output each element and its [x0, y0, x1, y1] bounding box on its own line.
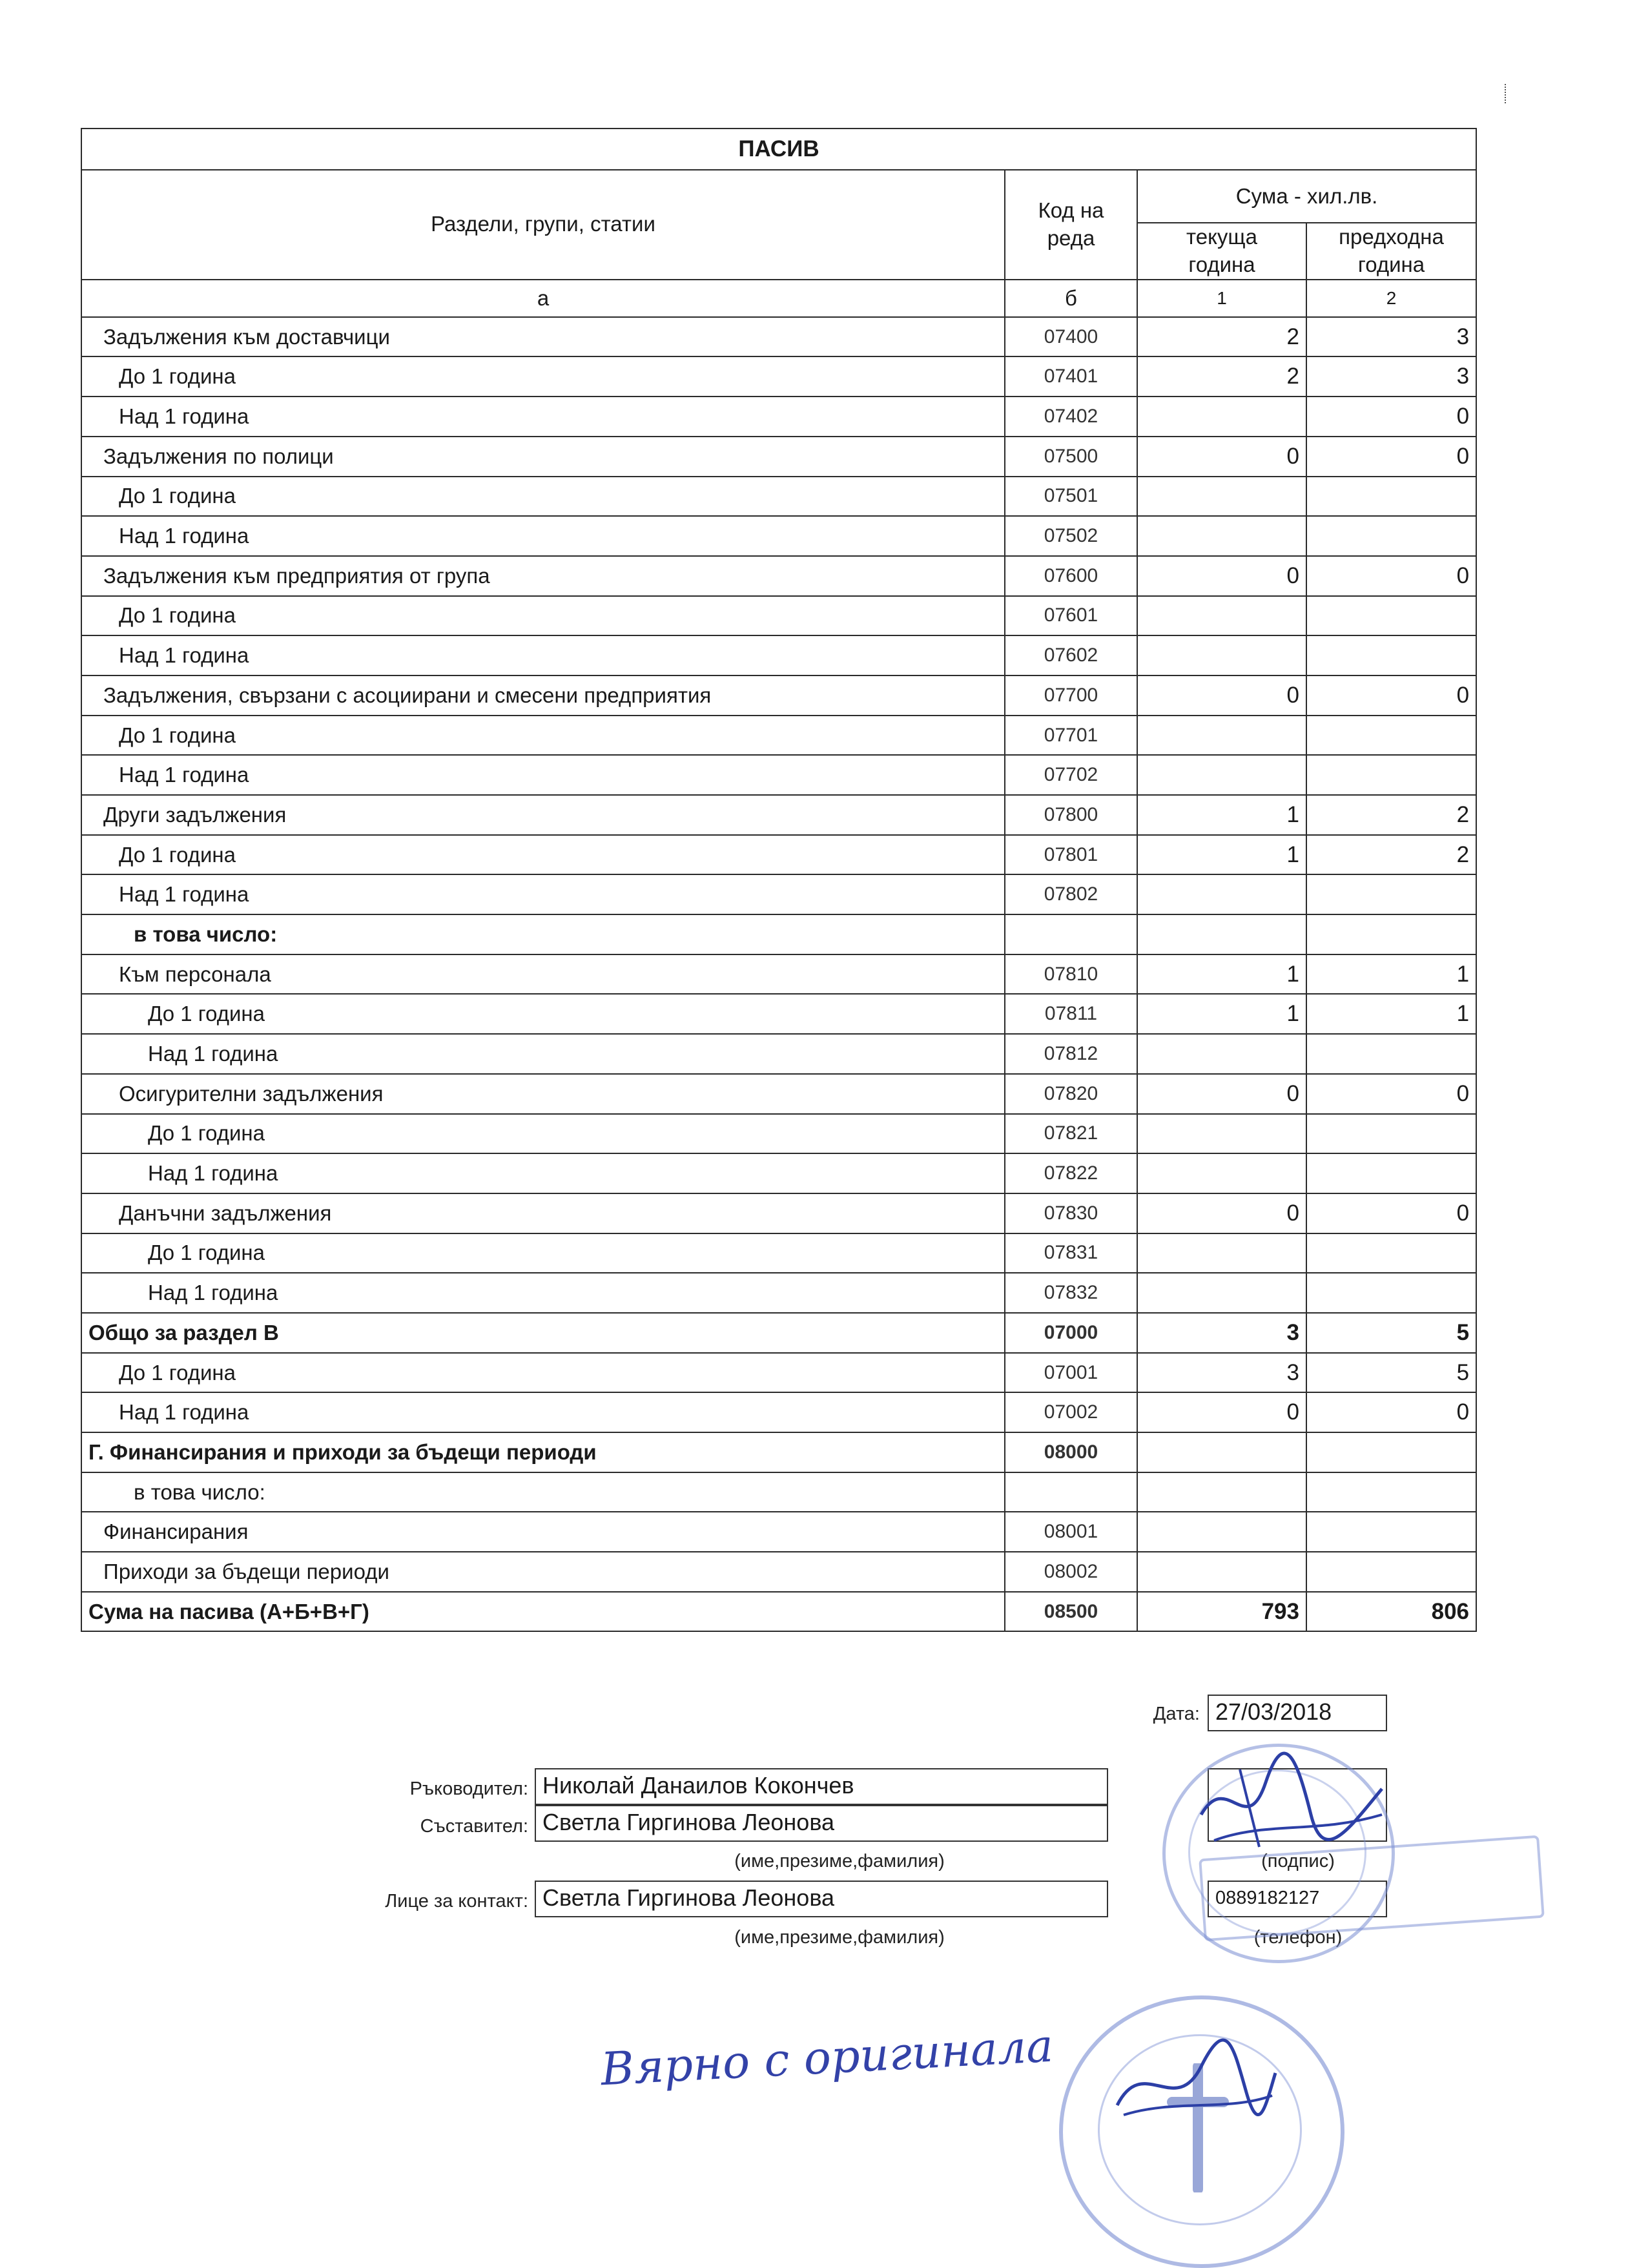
row-previous-value	[1306, 1512, 1476, 1552]
row-previous-value: 0	[1306, 1193, 1476, 1233]
row-previous-value	[1306, 635, 1476, 675]
row-label: До 1 година	[81, 994, 1005, 1034]
row-code: 07821	[1005, 1114, 1137, 1154]
row-current-value	[1137, 1034, 1306, 1074]
table-row	[81, 874, 1476, 914]
row-previous-value: 3	[1306, 317, 1476, 357]
row-current-value	[1137, 716, 1306, 756]
row-label: Г. Финансирания и приходи за бъдещи периоди	[81, 1432, 1005, 1472]
row-code: 07500	[1005, 437, 1137, 477]
row-code: 07801	[1005, 835, 1137, 875]
row-previous-value	[1306, 914, 1476, 954]
row-current-value	[1137, 1273, 1306, 1313]
table-row	[81, 1114, 1476, 1154]
row-code: 07820	[1005, 1074, 1137, 1114]
row-label: Общо за раздел В	[81, 1313, 1005, 1353]
row-current-value	[1137, 914, 1306, 954]
row-label: До 1 година	[81, 356, 1005, 397]
header-current-year: текуща година	[1137, 223, 1306, 280]
row-label: Сума на пасива (А+Б+В+Г)	[81, 1592, 1005, 1632]
row-current-value	[1137, 755, 1306, 795]
name-note: (име,презиме,фамилия)	[734, 1851, 945, 1871]
index-code: б	[1005, 280, 1137, 317]
signature-manager	[1188, 1744, 1395, 1853]
row-previous-value: 0	[1306, 675, 1476, 716]
row-previous-value	[1306, 1432, 1476, 1472]
row-previous-value	[1306, 755, 1476, 795]
row-previous-value: 806	[1306, 1592, 1476, 1632]
row-label: Осигурителни задължения	[81, 1074, 1005, 1114]
row-previous-value	[1306, 1273, 1476, 1313]
table-body	[81, 317, 1476, 1632]
row-current-value: 0	[1137, 437, 1306, 477]
row-code: 07502	[1005, 516, 1137, 556]
table-row	[81, 1313, 1476, 1353]
manager-label: Ръководител:	[409, 1778, 528, 1799]
row-label: Към персонала	[81, 954, 1005, 995]
row-current-value	[1137, 1552, 1306, 1592]
row-code: 07831	[1005, 1233, 1137, 1273]
row-label: Други задължения	[81, 795, 1005, 835]
table-row	[81, 755, 1476, 795]
row-current-value: 3	[1137, 1313, 1306, 1353]
signature-note: (подпис)	[1261, 1851, 1335, 1871]
row-code: 08001	[1005, 1512, 1137, 1552]
row-code: 07001	[1005, 1353, 1137, 1393]
row-label: Над 1 година	[81, 397, 1005, 437]
row-current-value	[1137, 874, 1306, 914]
table-row	[81, 1233, 1476, 1273]
table-row	[81, 1074, 1476, 1114]
table-row	[81, 556, 1476, 596]
table-row	[81, 1034, 1476, 1074]
row-label: Финансирания	[81, 1512, 1005, 1552]
row-previous-value: 5	[1306, 1353, 1476, 1393]
row-current-value: 0	[1137, 1392, 1306, 1432]
index-current: 1	[1137, 280, 1306, 317]
row-label: Над 1 година	[81, 1153, 1005, 1193]
row-code: 08500	[1005, 1592, 1137, 1632]
index-label: а	[81, 280, 1005, 317]
row-label: До 1 година	[81, 716, 1005, 756]
table-row	[81, 317, 1476, 357]
row-code: 07501	[1005, 477, 1137, 517]
name-note-2: (име,презиме,фамилия)	[734, 1927, 945, 1948]
row-code: 07800	[1005, 795, 1137, 835]
row-label: До 1 година	[81, 1233, 1005, 1273]
header-code: Код на реда	[1005, 170, 1137, 280]
row-previous-value	[1306, 596, 1476, 636]
table-row	[81, 716, 1476, 756]
row-label: Над 1 година	[81, 1273, 1005, 1313]
row-label: в това число:	[81, 914, 1005, 954]
row-code: 08002	[1005, 1552, 1137, 1592]
row-previous-value	[1306, 516, 1476, 556]
row-label: Над 1 година	[81, 755, 1005, 795]
table-row	[81, 596, 1476, 636]
row-current-value: 3	[1137, 1353, 1306, 1393]
table-row	[81, 437, 1476, 477]
table-row	[81, 835, 1476, 875]
row-current-value	[1137, 477, 1306, 517]
row-label: Задължения към доставчици	[81, 317, 1005, 357]
row-label: Задължения по полици	[81, 437, 1005, 477]
row-previous-value: 1	[1306, 994, 1476, 1034]
row-current-value: 1	[1137, 994, 1306, 1034]
row-previous-value	[1306, 874, 1476, 914]
table-row	[81, 1552, 1476, 1592]
row-code: 07832	[1005, 1273, 1137, 1313]
row-current-value	[1137, 516, 1306, 556]
row-previous-value: 2	[1306, 835, 1476, 875]
row-previous-value	[1306, 1153, 1476, 1193]
index-previous: 2	[1306, 280, 1476, 317]
row-label: в това число:	[81, 1472, 1005, 1512]
table-row	[81, 356, 1476, 397]
compiler-name-field: Светла Гиргинова Леонова	[535, 1805, 1108, 1842]
row-code: 07600	[1005, 556, 1137, 596]
row-current-value	[1137, 1233, 1306, 1273]
table-row	[81, 397, 1476, 437]
row-current-value: 0	[1137, 1074, 1306, 1114]
liabilities-table	[81, 128, 1477, 1632]
row-code: 08000	[1005, 1432, 1137, 1472]
table-row	[81, 1153, 1476, 1193]
row-current-value	[1137, 635, 1306, 675]
table-row	[81, 795, 1476, 835]
row-code: 07822	[1005, 1153, 1137, 1193]
row-current-value: 1	[1137, 795, 1306, 835]
table-row	[81, 954, 1476, 995]
row-label: Данъчни задължения	[81, 1193, 1005, 1233]
date-field: 27/03/2018	[1208, 1695, 1387, 1731]
row-current-value: 1	[1137, 835, 1306, 875]
row-previous-value: 1	[1306, 954, 1476, 995]
row-previous-value	[1306, 1472, 1476, 1512]
table-row	[81, 1472, 1476, 1512]
row-code: 07402	[1005, 397, 1137, 437]
row-code: 07830	[1005, 1193, 1137, 1233]
row-label: Задължения към предприятия от група	[81, 556, 1005, 596]
row-previous-value	[1306, 1552, 1476, 1592]
row-code: 07002	[1005, 1392, 1137, 1432]
row-label: До 1 година	[81, 477, 1005, 517]
row-current-value: 0	[1137, 1193, 1306, 1233]
row-code: 07802	[1005, 874, 1137, 914]
row-previous-value: 3	[1306, 356, 1476, 397]
compiler-label: Съставител:	[420, 1816, 528, 1837]
row-current-value	[1137, 1114, 1306, 1154]
row-previous-value	[1306, 1114, 1476, 1154]
row-previous-value: 0	[1306, 1074, 1476, 1114]
row-label: Приходи за бъдещи периоди	[81, 1552, 1005, 1592]
table-row	[81, 994, 1476, 1034]
row-label: До 1 година	[81, 835, 1005, 875]
row-code: 07400	[1005, 317, 1137, 357]
table-row	[81, 1512, 1476, 1552]
row-code: 07602	[1005, 635, 1137, 675]
row-code: 07811	[1005, 994, 1137, 1034]
row-current-value: 2	[1137, 356, 1306, 397]
row-current-value	[1137, 1153, 1306, 1193]
row-previous-value: 0	[1306, 556, 1476, 596]
row-code: 07701	[1005, 716, 1137, 756]
table-row	[81, 516, 1476, 556]
row-current-value: 2	[1137, 317, 1306, 357]
row-label: До 1 година	[81, 596, 1005, 636]
row-code: 07401	[1005, 356, 1137, 397]
row-code: 07810	[1005, 954, 1137, 995]
row-current-value	[1137, 596, 1306, 636]
table-row	[81, 1432, 1476, 1472]
row-previous-value: 0	[1306, 437, 1476, 477]
contact-label: Лице за контакт:	[385, 1891, 528, 1912]
row-code: 07812	[1005, 1034, 1137, 1074]
row-current-value	[1137, 1432, 1306, 1472]
header-label: Раздели, групи, статии	[81, 170, 1005, 280]
table-row	[81, 477, 1476, 517]
row-label: Над 1 година	[81, 1392, 1005, 1432]
row-label: До 1 година	[81, 1114, 1005, 1154]
row-label: Над 1 година	[81, 516, 1005, 556]
row-code: 07000	[1005, 1313, 1137, 1353]
certification-handwriting: Вярно с оригинала	[599, 2019, 1055, 2096]
signature-certification	[1111, 2034, 1279, 2125]
row-current-value: 1	[1137, 954, 1306, 995]
row-label: Над 1 година	[81, 1034, 1005, 1074]
date-label: Дата:	[1153, 1704, 1200, 1724]
table-row	[81, 1592, 1476, 1632]
row-previous-value	[1306, 477, 1476, 517]
row-previous-value: 0	[1306, 1392, 1476, 1432]
row-previous-value	[1306, 716, 1476, 756]
table-title: ПАСИВ	[81, 129, 1476, 170]
row-previous-value	[1306, 1034, 1476, 1074]
row-code	[1005, 914, 1137, 954]
row-current-value	[1137, 397, 1306, 437]
row-current-value	[1137, 1512, 1306, 1552]
table-row	[81, 1193, 1476, 1233]
row-label: До 1 година	[81, 1353, 1005, 1393]
table-row	[81, 675, 1476, 716]
header-sum: Сума - хил.лв.	[1137, 170, 1476, 223]
contact-name-field: Светла Гиргинова Леонова	[535, 1881, 1108, 1917]
row-previous-value: 2	[1306, 795, 1476, 835]
row-label: Над 1 година	[81, 874, 1005, 914]
row-code	[1005, 1472, 1137, 1512]
row-code: 07702	[1005, 755, 1137, 795]
row-current-value: 0	[1137, 556, 1306, 596]
phone-note: (телефон)	[1253, 1927, 1343, 1948]
table-row	[81, 1392, 1476, 1432]
phone-field: 0889182127	[1208, 1881, 1387, 1917]
row-previous-value: 0	[1306, 397, 1476, 437]
table-row	[81, 635, 1476, 675]
row-label: Задължения, свързани с асоциирани и смесени предприятия	[81, 675, 1005, 716]
row-current-value	[1137, 1472, 1306, 1512]
row-code: 07601	[1005, 596, 1137, 636]
row-previous-value	[1306, 1233, 1476, 1273]
row-current-value: 0	[1137, 675, 1306, 716]
header-previous-year: предходна година	[1306, 223, 1476, 280]
manager-name-field: Николай Данаилов Кокончев	[535, 1768, 1108, 1805]
scan-mark	[1505, 84, 1509, 103]
row-previous-value: 5	[1306, 1313, 1476, 1353]
table-row	[81, 1353, 1476, 1393]
row-current-value: 793	[1137, 1592, 1306, 1632]
row-code: 07700	[1005, 675, 1137, 716]
table-row	[81, 1273, 1476, 1313]
row-label: Над 1 година	[81, 635, 1005, 675]
table-row	[81, 914, 1476, 954]
